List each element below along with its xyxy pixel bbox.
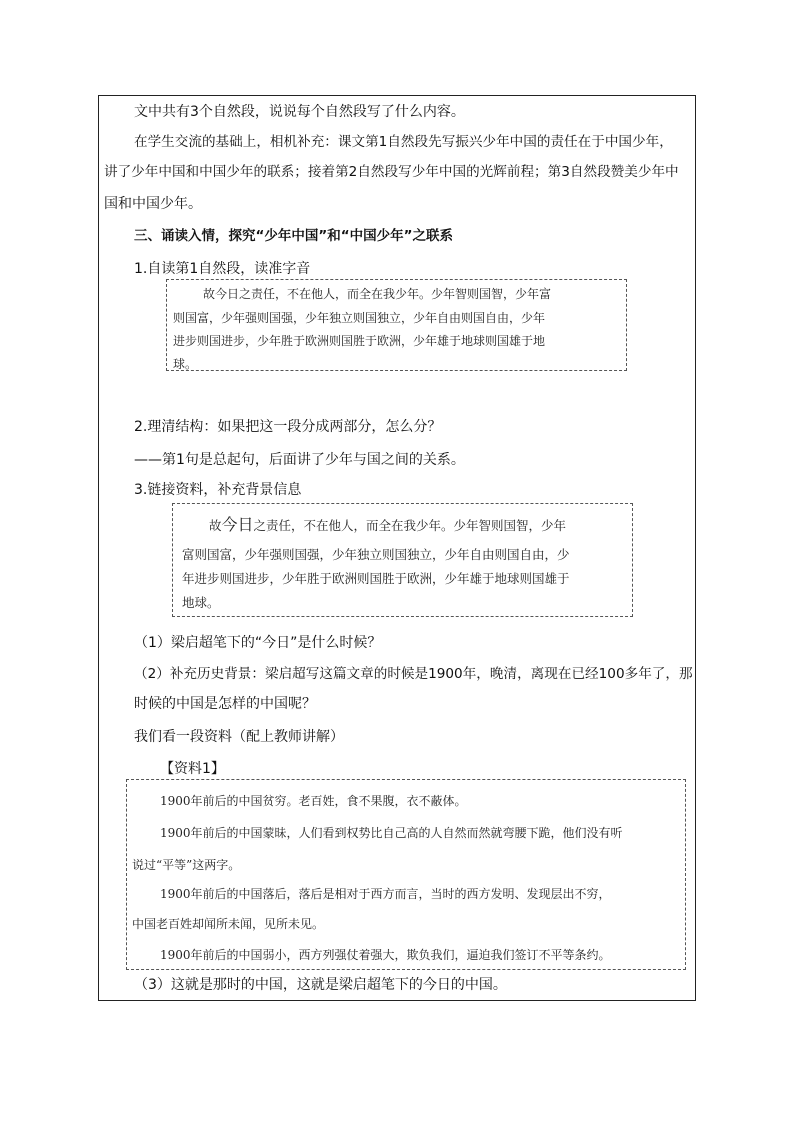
excerpt-2-line-1 — [209, 517, 566, 534]
excerpt-2-line-2: 富则国富，少年强则国强，少年独立则国独立，少年自由则国自由，少 — [182, 547, 570, 562]
excerpt-2-emph-a: 故 — [209, 518, 222, 533]
excerpt-2-emph-today: 今日 — [221, 515, 254, 534]
material-paragraph-2-line-2: 说过“平等”这两字。 — [132, 858, 241, 872]
excerpt-2-rest: 少年智则国智，少年 — [453, 518, 567, 533]
question-3: （3）这就是那时的中国，这就是梁启超笔下的今日的中国。 — [134, 977, 507, 993]
material-paragraph-1: 1900年前后的中国贫穷。老百姓，食不果腹，衣不蔽体。 — [160, 794, 467, 808]
step-3-label: 3.链接资料，补充背景信息 — [134, 482, 302, 498]
material-label: 【资料1】 — [160, 761, 225, 777]
excerpt-1-line-3: 进步则国进步，少年胜于欧洲则国胜于欧洲，少年雄于地球则国雄于地 — [173, 334, 546, 348]
teacher-supplement-line-1: 在学生交流的基础上，相机补充：课文第1自然段先写振兴少年中国的责任在于中国少年， — [134, 134, 673, 150]
excerpt-1-line-4: 球。 — [173, 357, 198, 371]
material-paragraph-3-line-1: 1900年前后的中国落后，落后是相对于西方而言，当时的西方发明、发现层出不穷， — [160, 887, 611, 901]
material-paragraph-2-line-1: 1900年前后的中国蒙昧，人们看到权势比自己高的人自然而然就弯腰下跪，他们没有听 — [160, 826, 623, 840]
step-1-label: 1.自读第1自然段，读准字音 — [134, 261, 311, 277]
material-paragraph-3-line-2: 中国老百姓却闻所未闻，见所未见。 — [132, 917, 325, 931]
question-2-line-2: 时候的中国是怎样的中国呢？ — [134, 696, 316, 712]
teacher-supplement-line-2: 讲了少年中国和中国少年的联系；接着第2自然段写少年中国的光辉前程；第3自然段赞美少年中 — [104, 164, 679, 180]
step-2-label: 2.理清结构：如果把这一段分成两部分，怎么分？ — [134, 419, 442, 435]
paragraph-count-question: 文中共有3个自然段，说说每个自然段写了什么内容。 — [134, 104, 465, 120]
question-2-line-3: 我们看一段资料（配上教师讲解） — [134, 729, 344, 745]
question-1: （1）梁启超笔下的“今日”是什么时候？ — [134, 635, 382, 651]
excerpt-1-line-2: 则国富，少年强则国强，少年独立则国独立，少年自由则国自由，少年 — [173, 311, 546, 325]
excerpt-2-line-4: 地球。 — [182, 595, 220, 610]
excerpt-1-line-1: 故今日之责任，不在他人，而全在我少年。少年智则国智，少年富 — [203, 287, 552, 301]
excerpt-2-emph-c: 之责任，不在他人，而全在我少年。 — [253, 518, 454, 533]
teacher-supplement-line-3: 国和中国少年。 — [104, 196, 202, 212]
excerpt-2-line-3: 年进步则国进步，少年胜于欧洲则国胜于欧洲，少年雄于地球则国雄于 — [182, 571, 570, 586]
section-3-heading: 三、诵读入情，探究“少年中国”和“中国少年”之联系 — [134, 228, 453, 244]
material-paragraph-4: 1900年前后的中国弱小，西方列强仗着强大，欺负我们，逼迫我们签订不平等条约。 — [160, 948, 611, 962]
step-2-answer: ——第1句是总起句，后面讲了少年与国之间的关系。 — [134, 452, 465, 468]
question-2-line-1: （2）补充历史背景：梁启超写这篇文章的时候是1900年，晚清，离现在已经100多年了，那 — [134, 666, 693, 682]
